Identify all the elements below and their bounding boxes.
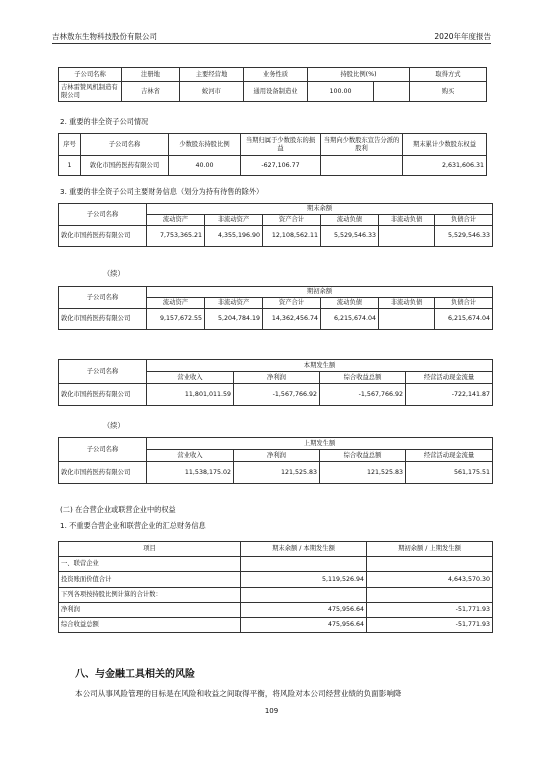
header-cell: 营业收入	[147, 372, 234, 384]
table-cell: 吉林雷赞风机制造有限公司	[59, 82, 122, 102]
row-name: 敦化市国药医药有限公司	[59, 384, 147, 406]
header-cell: 主要经营地	[180, 68, 244, 82]
table-cell: -51,771.93	[367, 603, 493, 618]
header-cell: 净利润	[234, 450, 320, 462]
continued-label: （续）	[103, 421, 125, 430]
header-cell: 期末余额 / 本期发生额	[241, 542, 367, 557]
section-heading: (二) 在合营企业或联营企业中的权益	[60, 505, 176, 514]
section-heading: 1. 不重要合营企业和联营企业的汇总财务信息	[60, 521, 206, 530]
header-cell: 综合收益总额	[320, 372, 406, 384]
name-header: 子公司名称	[59, 360, 147, 384]
group-header: 本期发生额	[147, 360, 493, 372]
row-name: 敦化市国药医药有限公司	[59, 309, 147, 330]
row-name: 敦化市国药医药有限公司	[59, 226, 147, 247]
table-cell: -51,771.93	[367, 618, 493, 633]
table-cell: 下列各项按持股比例计算的合计数：	[59, 588, 241, 603]
table-cell: 5,529,546.33	[321, 226, 379, 247]
table-cell: 4,643,570.30	[367, 572, 493, 588]
table-cell: 6,215,674.04	[435, 309, 493, 330]
header-cell: 资产合计	[263, 215, 321, 226]
header-cell: 负债合计	[435, 215, 493, 226]
ending-balance-table	[58, 203, 493, 247]
group-header: 期初余额	[147, 287, 493, 298]
group-header: 期末余额	[147, 204, 493, 215]
header-cell: 净利润	[234, 372, 320, 384]
continued-label: （续）	[103, 269, 125, 278]
table-cell: 蛟河市	[180, 82, 244, 102]
table-cell: -1,567,766.92	[234, 384, 320, 406]
header-cell: 当期归属于少数股东的损益	[241, 134, 321, 156]
table-cell: 投资账面价值合计	[59, 572, 241, 588]
header-cell: 非流动资产	[205, 215, 263, 226]
prior-period-table	[58, 437, 493, 484]
table-cell: 100.00	[308, 82, 374, 102]
header-cell: 持股比例(%)	[308, 68, 410, 82]
table-cell: 11,801,011.59	[147, 384, 234, 406]
header-cell: 营业收入	[147, 450, 234, 462]
associates-summary-table	[58, 541, 493, 633]
table-cell: 一、联营企业	[59, 557, 241, 572]
table-cell: 6,215,674.04	[321, 309, 379, 330]
table-cell	[321, 156, 403, 176]
header-cell: 流动资产	[147, 215, 205, 226]
header-report-title: 2020年年度报告	[434, 32, 491, 41]
header-cell: 负债合计	[435, 298, 493, 309]
header-company: 吉林敖东生物科技股份有限公司	[52, 32, 157, 41]
header-cell: 少数股东持股比例	[169, 134, 241, 156]
header-cell: 综合收益总额	[320, 450, 406, 462]
table-cell: 2,631,606.31	[403, 156, 487, 176]
table-cell: 9,157,672.55	[147, 309, 205, 330]
section-heading: 2. 重要的非全资子公司情况	[60, 117, 149, 126]
header-cell: 项目	[59, 542, 241, 557]
subsidiary-table	[58, 67, 487, 102]
non-wholly-owned-table	[58, 133, 487, 176]
table-cell: 475,956.64	[241, 603, 367, 618]
table-cell: 11,538,175.02	[147, 462, 234, 484]
table-cell	[241, 557, 367, 572]
table-cell: 121,525.83	[320, 462, 406, 484]
table-cell: 通用设备制造业	[244, 82, 308, 102]
header-cell: 非流动负债	[379, 215, 435, 226]
table-cell: -722,141.87	[406, 384, 493, 406]
header-cell: 经营活动现金流量	[406, 450, 493, 462]
header-cell: 当期向少数股东宣告分派的股利	[321, 134, 403, 156]
header-cell: 流动负债	[321, 298, 379, 309]
table-cell: 综合收益总额	[59, 618, 241, 633]
table-cell	[367, 557, 493, 572]
page-number: 109	[264, 707, 279, 715]
table-cell: 561,175.51	[406, 462, 493, 484]
header-cell: 非流动负债	[379, 298, 435, 309]
table-cell: 12,108,562.11	[263, 226, 321, 247]
table-cell	[379, 309, 435, 330]
header-cell: 非流动资产	[205, 298, 263, 309]
table-cell: 7,753,365.21	[147, 226, 205, 247]
header-cell: 业务性质	[244, 68, 308, 82]
header-cell: 流动资产	[147, 298, 205, 309]
chapter-heading: 八、与金融工具相关的风险	[75, 669, 195, 680]
table-cell: 5,529,546.33	[435, 226, 493, 247]
header-cell: 期末累计少数股东权益	[403, 134, 487, 156]
header-cell: 序号	[59, 134, 81, 156]
header-cell: 期初余额 / 上期发生额	[367, 542, 493, 557]
table-cell: 5,204,784.19	[205, 309, 263, 330]
body-paragraph: 本公司从事风险管理的目标是在风险和收益之间取得平衡，将风险对本公司经营业绩的负面影响降	[75, 689, 402, 698]
current-period-table	[58, 359, 493, 406]
header-cell: 子公司名称	[59, 68, 122, 82]
row-name: 敦化市国药医药有限公司	[59, 462, 147, 484]
table-cell	[367, 588, 493, 603]
header-cell: 取得方式	[410, 68, 487, 82]
header-cell: 资产合计	[263, 298, 321, 309]
group-header: 上期发生额	[147, 438, 493, 450]
header-cell: 流动负债	[321, 215, 379, 226]
table-cell: -627,106.77	[241, 156, 321, 176]
table-cell: 净利润	[59, 603, 241, 618]
header-cell: 经营活动现金流量	[406, 372, 493, 384]
table-cell: 14,362,456.74	[263, 309, 321, 330]
table-cell: 475,956.64	[241, 618, 367, 633]
table-cell: 121,525.83	[234, 462, 320, 484]
table-cell: 40.00	[169, 156, 241, 176]
name-header: 子公司名称	[59, 438, 147, 462]
table-cell: 购买	[410, 82, 487, 102]
table-cell: 4,355,196.90	[205, 226, 263, 247]
table-cell	[241, 588, 367, 603]
table-cell: 敦化市国药医药有限公司	[81, 156, 169, 176]
table-cell	[374, 82, 410, 102]
header-cell: 注册地	[122, 68, 180, 82]
table-cell: 1	[59, 156, 81, 176]
section-heading: 3. 重要的非全资子公司主要财务信息（划分为持有待售的除外）	[60, 187, 264, 196]
table-cell	[379, 226, 435, 247]
name-header: 子公司名称	[59, 204, 147, 226]
name-header: 子公司名称	[59, 287, 147, 309]
table-cell: 吉林省	[122, 82, 180, 102]
table-cell: 5,119,526.94	[241, 572, 367, 588]
table-cell: -1,567,766.92	[320, 384, 406, 406]
opening-balance-table	[58, 286, 493, 330]
header-cell: 子公司名称	[81, 134, 169, 156]
page-header	[52, 31, 491, 44]
